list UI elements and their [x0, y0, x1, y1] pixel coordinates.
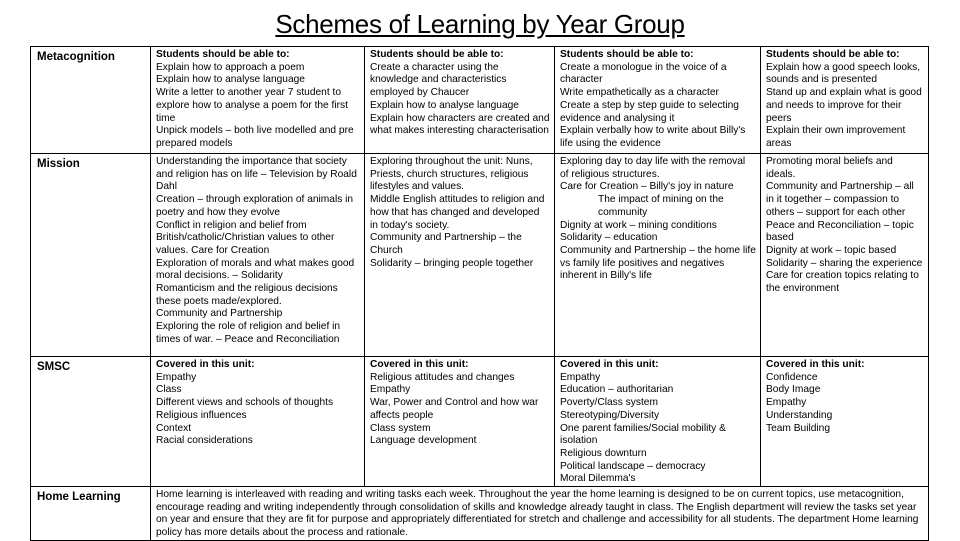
cell-line: Empathy [156, 371, 197, 383]
cell-line: Understanding [766, 409, 833, 421]
cell-line: Exploring the role of religion and belief in times of war. – Peace and Reconciliation [156, 321, 341, 345]
cell-line: Class system [370, 422, 431, 434]
row-smsc [31, 357, 929, 487]
row-mission [31, 154, 929, 357]
mission-col2 [365, 154, 555, 357]
cell-line: Dignity at work – topic based [766, 244, 897, 256]
metacognition-col4 [761, 47, 929, 154]
cell-line: Community and Partnership – all in it together – compassion to others – support for each other [766, 181, 914, 218]
cell-line: Community and Partnership – the Church [370, 232, 522, 256]
cell-line: Exploring throughout the unit: Nuns, Priests, church structures, religious lifestyles and values. [370, 156, 533, 193]
cell-line: War, Power and Control and how war affects people [370, 397, 539, 421]
mission-col1 [151, 154, 365, 357]
cell-line: Create a monologue in the voice of a character [560, 61, 727, 86]
page-title: Schemes of Learning by Year Group [275, 9, 685, 39]
cell-line: Religious attitudes and changes [370, 371, 515, 383]
row-label-metacognition: Metacognition [31, 47, 151, 154]
cell-line: Community and Partnership – the home life vs family life positives and negatives inherent in Billy's life [560, 244, 756, 282]
row-home-learning [31, 487, 929, 541]
row-label-home-learning: Home Learning [31, 487, 151, 541]
smsc-col3 [555, 357, 761, 487]
home-learning-text: Home learning is interleaved with reading and writing tasks each week. Throughout the year the home learning is designed to be on current topics, use metacognition, encourage reading and writing independently through consolidation of skills and knowledge already taught in class. The English department will review the tasks set year on year and ensure that they are fit for purpose and appropriately differentiated for stretch and challenge and accessibility for all students. The department Home learning policy has more details about the process and rationale. [151, 487, 929, 541]
cell-header: Covered in this unit: [370, 359, 469, 370]
cell-line: Care for Creation – Billy's joy in nature [560, 181, 734, 193]
cell-line: Explain how characters are created and what makes interesting characterisation [370, 112, 550, 137]
cell-line: Write empathetically as a character [560, 87, 719, 99]
cell-line: Religious downturn [560, 447, 647, 459]
cell-line: Peace and Reconciliation – topic based [766, 219, 914, 244]
cell-header: Students should be able to: [560, 49, 694, 60]
cell-header: Students should be able to: [370, 49, 504, 60]
cell-line: Understanding the importance that society and religion has on life – Television by Roald Dahl [156, 156, 357, 193]
mission-col4 [761, 154, 929, 357]
cell-line: Empathy [560, 371, 601, 383]
cell-line: Confidence [766, 371, 818, 383]
cell-line: Explain how a good speech looks, sounds and is presented [766, 61, 921, 86]
cell-header: Covered in this unit: [156, 359, 255, 370]
schemes-table [30, 46, 929, 541]
cell-line: Racial considerations [156, 435, 253, 447]
cell-line: Solidarity – bringing people together [370, 257, 534, 269]
cell-line: Stereotyping/Diversity [560, 409, 660, 421]
cell-line: Romanticism and the religious decisions these poets made/explored. [156, 283, 338, 307]
row-metacognition [31, 47, 929, 154]
cell-line: Stand up and explain what is good and needs to improve for their peers [766, 87, 922, 124]
cell-line: Empathy [370, 384, 411, 396]
cell-line: Solidarity – education [560, 232, 658, 244]
cell-line: Explain how to analyse language [156, 74, 305, 86]
metacognition-col3 [555, 47, 761, 154]
cell-header: Covered in this unit: [766, 359, 865, 370]
cell-line: Body Image [766, 384, 821, 396]
cell-line: Create a character using the knowledge and characteristics employed by Chaucer [370, 61, 507, 99]
cell-line: Solidarity – sharing the experience [766, 257, 923, 269]
cell-line: Promoting moral beliefs and ideals. [766, 156, 893, 180]
cell-line: Unpick models – both live modelled and pre prepared models [156, 125, 354, 149]
cell-line: Conflict in religion and belief from British/catholic/Christian values to other values. Care for Creation [156, 219, 335, 256]
smsc-col4 [761, 357, 929, 487]
cell-line: Political landscape – democracy [560, 460, 706, 472]
cell-line: Team Building [766, 422, 830, 434]
cell-line: Middle English attitudes to religion and how that has changed and developed in today's society. [370, 194, 545, 231]
metacognition-col2 [365, 47, 555, 154]
cell-header: Students should be able to: [766, 49, 900, 60]
cell-line: Dignity at work – mining conditions [560, 219, 717, 231]
cell-line: The impact of mining on the community [598, 194, 724, 218]
cell-line: Write a letter to another year 7 student to explore how to analyse a poem for the first time [156, 87, 348, 124]
cell-line: Class [156, 384, 182, 396]
cell-line: Exploring day to day life with the removal of religious structures. [560, 156, 746, 180]
cell-line: Explain how to approach a poem [156, 61, 305, 73]
cell-line: Create a step by step guide to selecting evidence and analysing it [560, 99, 739, 124]
cell-line: Language development [370, 435, 477, 447]
row-label-smsc: SMSC [31, 357, 151, 487]
cell-header: Covered in this unit: [560, 359, 659, 370]
cell-line: Explain their own improvement areas [766, 125, 906, 149]
metacognition-col1 [151, 47, 365, 154]
cell-line: Poverty/Class system [560, 397, 658, 409]
cell-line: Community and Partnership [156, 308, 283, 320]
smsc-col2 [365, 357, 555, 487]
cell-line: Creation – through exploration of animals in poetry and how they evolve [156, 194, 354, 218]
cell-line: Context [156, 422, 192, 434]
smsc-col1 [151, 357, 365, 487]
cell-line: Moral Dilemma's [560, 473, 636, 485]
cell-header: Students should be able to: [156, 49, 290, 60]
cell-line: Care for creation topics relating to the environment [766, 270, 919, 295]
row-label-mission: Mission [31, 154, 151, 357]
cell-line: One parent families/Social mobility & isolation [560, 422, 726, 447]
cell-line: Different views and schools of thoughts [156, 397, 334, 409]
cell-line: Religious influences [156, 409, 247, 421]
cell-line: Explain verbally how to write about Billy's life using the evidence [560, 125, 746, 149]
cell-line: Exploration of morals and what makes good moral decisions. – Solidarity [156, 257, 355, 282]
cell-line: Explain how to analyse language [370, 99, 519, 111]
cell-line: Empathy [766, 397, 807, 409]
cell-line: Education – authoritarian [560, 384, 674, 396]
mission-col3 [555, 154, 761, 357]
